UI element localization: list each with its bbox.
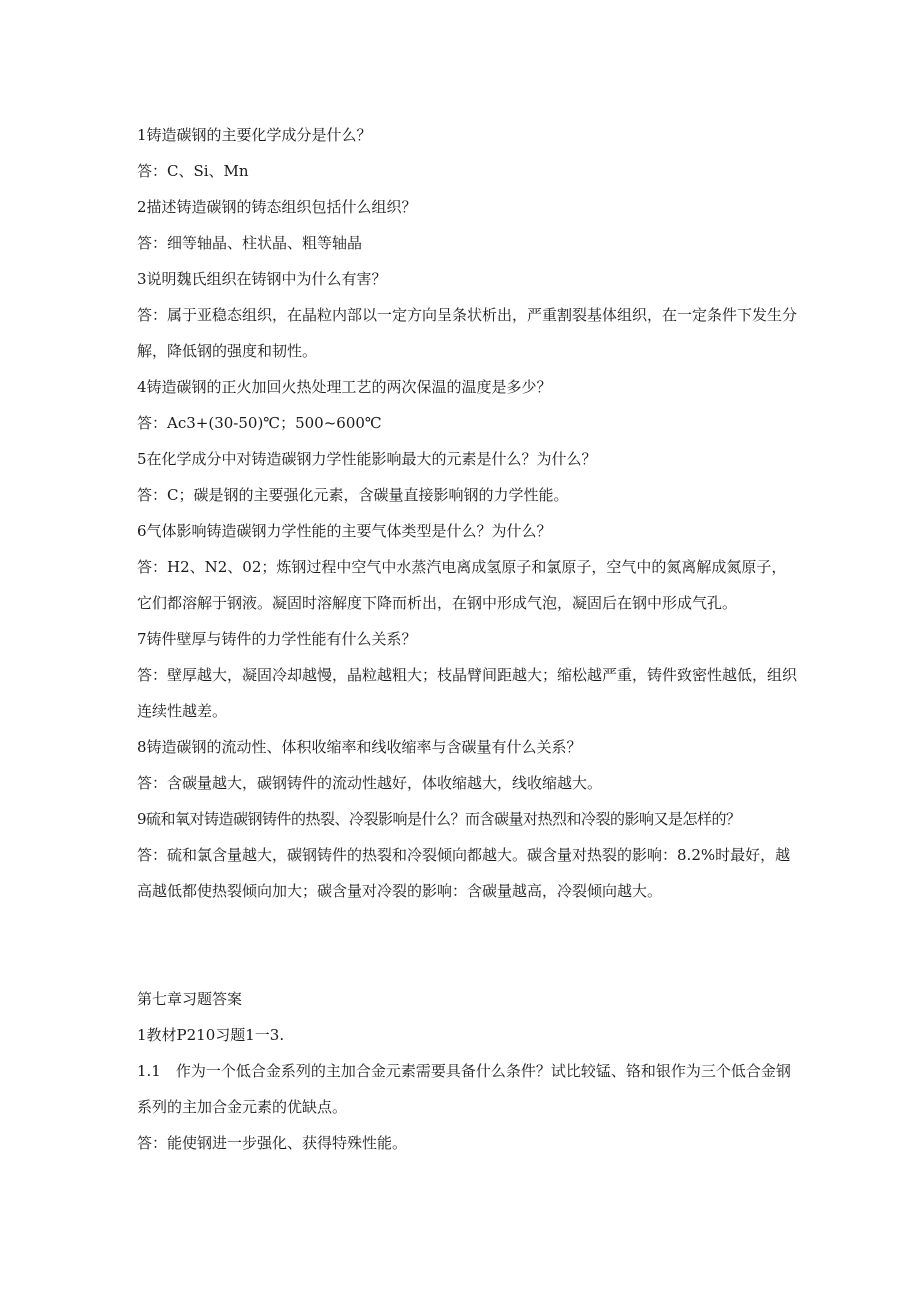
question-1-1: 1.1 作为一个低合金系列的主加合金元素需要具备什么条件？试比较锰、铬和银作为三个低合金钢系列的主加合金元素的优缺点。 [137, 1062, 791, 1116]
question-6: 6气体影响铸造碳钢力学性能的主要气体类型是什么？为什么？ [137, 522, 552, 540]
question-4: 4铸造碳钢的正火加回火热处理工艺的两次保温的温度是多少？ [137, 378, 552, 396]
textbook-reference: 1教材P210习题1一3. [137, 1026, 285, 1044]
chapter-title: 第七章习题答案 [137, 990, 243, 1008]
answer-2: 答：细等轴晶、柱状晶、粗等轴晶 [137, 234, 363, 252]
answer-3: 答：属于亚稳态组织，在晶粒内部以一定方向呈条状析出，严重割裂基体组织，在一定条件下发生分解，降低钢的强度和韧性。 [137, 306, 798, 360]
answer-4: 答：Ac3+(30-50)℃；500~600℃ [137, 414, 382, 432]
answer-1: 答：C、Si、Mn [137, 162, 249, 180]
document-page [137, 117, 797, 1161]
question-3: 3说明魏氏组织在铸钢中为什么有害？ [137, 270, 387, 288]
answer-9: 答：硫和氯含量越大，碳钢铸件的热裂和冷裂倾向都越大。碳含量对热裂的影响：8.2%时最好，越高越低都使热裂倾向加大；碳含量对冷裂的影响：含碳量越高，冷裂倾向越大。 [137, 846, 791, 900]
answer-8: 答：含碳量越大，碳钢铸件的流动性越好，体收缩越大，线收缩越大。 [137, 774, 603, 792]
question-9: 9硫和氧对铸造碳钢铸件的热裂、冷裂影响是什么？而含碳量对热烈和冷裂的影响又是怎样的？ [137, 810, 741, 828]
question-1: 1铸造碳钢的主要化学成分是什么？ [137, 126, 372, 144]
section-gap [137, 909, 797, 981]
answer-1-1: 答：能使钢进一步强化、获得特殊性能。 [137, 1134, 408, 1152]
answer-5: 答：C；碳是钢的主要强化元素，含碳量直接影响钢的力学性能。 [137, 486, 569, 504]
answer-6: 答：H2、N2、02；炼钢过程中空气中水蒸汽电离成氢原子和氯原子，空气中的氮离解成氮原子，它们都溶解于钢液。凝固时溶解度下降而析出，在钢中形成气泡，凝固后在钢中形成气孔。 [137, 558, 787, 612]
answer-7: 答：壁厚越大，凝固冷却越慢，晶粒越粗大；枝晶臂间距越大；缩松越严重，铸件致密性越低，组织连续性越差。 [137, 666, 798, 720]
question-2: 2描述铸造碳钢的铸态组织包括什么组织？ [137, 198, 417, 216]
question-5: 5在化学成分中对铸造碳钢力学性能影响最大的元素是什么？为什么？ [137, 450, 597, 468]
question-7: 7铸件壁厚与铸件的力学性能有什么关系？ [137, 630, 417, 648]
question-8: 8铸造碳钢的流动性、体积收缩率和线收缩率与含碳量有什么关系？ [137, 738, 582, 756]
